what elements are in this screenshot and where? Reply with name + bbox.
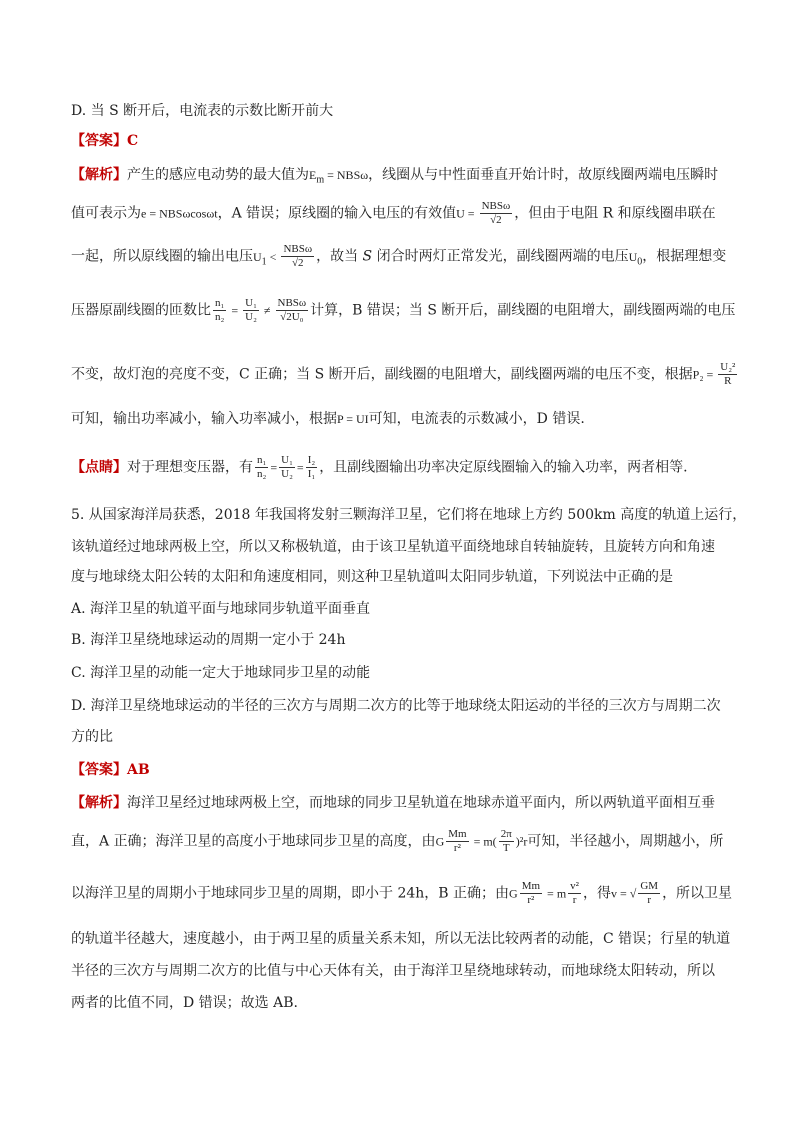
text: 闭合时两灯正常发光，副线圈两端的电压 bbox=[372, 248, 629, 265]
formula: G bbox=[435, 834, 445, 849]
formula: v = √ bbox=[610, 886, 637, 901]
text: 一起，所以原线圈的输出电压 bbox=[71, 248, 253, 265]
analysis-tag: 【解析】 bbox=[71, 795, 127, 811]
q4-analysis-line-3 bbox=[71, 243, 726, 272]
formula: U = bbox=[456, 206, 478, 221]
tip-tag: 【点睛】 bbox=[71, 459, 127, 476]
text: 计算，B 错误；当 S 断开后，副线圈的电阻增大，副线圈两端的电压 bbox=[310, 302, 736, 319]
q4-analysis-line-5 bbox=[71, 361, 739, 388]
text: 对于理想变压器，有 bbox=[127, 459, 253, 476]
fraction: $\frac{\text{n₁}}{\text{n₂}}$ bbox=[215, 297, 225, 323]
answer-value: C bbox=[127, 133, 139, 149]
fraction: $\frac{\text{NBSω}}{\text{√2U₀}}$ bbox=[277, 297, 307, 323]
formula: = m bbox=[544, 886, 567, 901]
fraction: $\frac{2\pi}{T}$ bbox=[500, 828, 512, 854]
q4-tip: 【点睛】对于理想变压器，有 $\frac{\text{n₁}}{\text{n₂}}$ = $\frac{\text{U₁}}{\text{U₂}}$ = $\frac{\text{I₂}}{\text{I₁}}$ ，且副线圈输出功率决定原线圈输入的输入功率，两者相等. bbox=[71, 454, 688, 480]
text: 海洋卫星经过地球两极上空，而地球的同步卫星轨道在地球赤道平面内，所以两轨道平面相互垂 bbox=[127, 795, 715, 811]
formula: )²r bbox=[515, 834, 528, 849]
text: 产生的感应电动势的最大值为 bbox=[127, 167, 309, 183]
answer-tag: 【答案】 bbox=[71, 133, 127, 149]
formula: ≠ bbox=[260, 303, 274, 318]
fraction: $\frac{Mm}{\text{r²}}$ bbox=[448, 828, 467, 854]
formula: = bbox=[228, 303, 242, 318]
q4-answer bbox=[71, 131, 138, 151]
formula: $U_1$ < bbox=[253, 249, 280, 267]
text: 值可表示为 bbox=[71, 205, 141, 222]
q5-answer bbox=[71, 760, 150, 780]
text: 可知，输出功率减小，输入功率减小，根据 bbox=[71, 411, 337, 427]
q5-option-a: A. 海洋卫星的轨道平面与地球同步轨道平面垂直 bbox=[71, 601, 371, 617]
text: ，线圈从与中性面垂直开始计时，故原线圈两端电压瞬时 bbox=[368, 167, 719, 183]
q4-analysis-line-2 bbox=[71, 200, 716, 227]
q5-stem-line-2: 该轨道经过地球两极上空，所以又称极轨道，由于该卫星轨道平面绕地球自转轴旋转，且旋转方向和角速 bbox=[71, 539, 715, 555]
q4-analysis-line-4 bbox=[71, 297, 735, 324]
q4-analysis-line-1 bbox=[71, 165, 718, 190]
formula: P = UI bbox=[337, 412, 369, 426]
q5-option-d-cont: 方的比 bbox=[71, 729, 113, 745]
analysis-tag: 【解析】 bbox=[71, 167, 127, 183]
text: ，故当 bbox=[316, 248, 363, 265]
q5-analysis-line-5: 半径的三次方与周期二次方的比值与中心天体有关，由于海洋卫星绕地球转动，而地球绕太阳转动，所以 bbox=[71, 963, 715, 979]
text: S bbox=[362, 248, 373, 265]
fraction: $\frac{\text{v²}}{r}$ bbox=[570, 880, 579, 906]
fraction: $\frac{\text{n₁}}{\text{n₂}}$ bbox=[257, 454, 267, 480]
fraction: $\frac{\text{NBSω}}{√2}$ bbox=[481, 200, 511, 226]
formula: e = NBSωcosωt bbox=[141, 206, 218, 221]
answer-value: AB bbox=[127, 762, 150, 778]
fraction: $\frac{\text{U₁}}{\text{U₂}}$ bbox=[281, 454, 293, 480]
formula: = m( bbox=[470, 834, 497, 849]
text: ，得 bbox=[582, 885, 611, 902]
text: ，且副线圈输出功率决定原线圈输入的输入功率，两者相等. bbox=[319, 459, 688, 476]
formula: $E_m = NBS\omega$ bbox=[309, 168, 369, 186]
fraction: $\frac{GM}{r}$ bbox=[640, 880, 659, 906]
q4-analysis-line-6 bbox=[71, 409, 585, 429]
fraction: $\frac{\text{I₂}}{\text{I₁}}$ bbox=[307, 454, 316, 480]
text: 压器原副线圈的匝数比 bbox=[71, 302, 211, 319]
q5-analysis-line-6: 两者的比值不同，D 错误；故选 AB. bbox=[71, 995, 298, 1011]
q5-stem-line-1: 5. 从国家海洋局获悉，2018 年我国将发射三颗海洋卫星，它们将在地球上方约 500km 高度的轨道上运行， bbox=[71, 507, 747, 523]
answer-tag: 【答案】 bbox=[71, 762, 127, 778]
q5-option-b: B. 海洋卫星绕地球运动的周期一定小于 24h bbox=[71, 632, 346, 648]
text: 可知，电流表的示数减小，D 错误. bbox=[368, 411, 585, 427]
q5-analysis-line-1 bbox=[71, 793, 715, 813]
text: 以海洋卫星的周期小于地球同步卫星的周期，即小于 24h，B 正确；由 bbox=[71, 885, 510, 902]
formula: P₂ = bbox=[692, 367, 717, 382]
q5-analysis-line-3 bbox=[71, 880, 732, 907]
text: ，根据理想变 bbox=[642, 248, 727, 265]
fraction: $\frac{\text{U₂²}}{R}$ bbox=[720, 361, 736, 387]
text: ，但由于电阻 R 和原线圈串联在 bbox=[514, 205, 716, 222]
text: ，所以卫星 bbox=[662, 885, 733, 902]
formula: G bbox=[509, 886, 518, 901]
q5-option-c: C. 海洋卫星的动能一定大于地球同步卫星的动能 bbox=[71, 665, 371, 681]
text: ，A 错误；原线圈的输入电压的有效值 bbox=[217, 205, 457, 222]
fraction: $\frac{\text{NBSω}}{√2}$ bbox=[283, 243, 313, 269]
q5-analysis-line-4: 的轨道半径越大，速度越小，由于两卫星的质量关系未知，所以无法比较两者的动能，C 错误；行星的轨道 bbox=[71, 931, 731, 947]
q5-analysis-line-2 bbox=[71, 828, 723, 855]
q5-option-d: D. 海洋卫星绕地球运动的半径的三次方与周期二次方的比等于地球绕太阳运动的半径的三次方与周期二次 bbox=[71, 698, 721, 714]
text: 可知，半径越小，周期越小，所 bbox=[527, 833, 724, 850]
text: 直，A 正确；海洋卫星的高度小于地球同步卫星的高度，由 bbox=[71, 833, 436, 850]
fraction: $\frac{Mm}{\text{r²}}$ bbox=[521, 880, 541, 906]
q5-stem-line-3: 度与地球绕太阳公转的太阳和角速度相同，则这种卫星轨道叫太阳同步轨道，下列说法中正确的是 bbox=[71, 569, 673, 585]
q4-option-d: D. 当 S 断开后，电流表的示数比断开前大 bbox=[71, 103, 334, 119]
formula: $U_0$ bbox=[628, 249, 643, 267]
fraction: $\frac{\text{U₁}}{\text{U₂}}$ bbox=[245, 297, 257, 323]
text: 不变，故灯泡的亮度不变，C 正确；当 S 断开后，副线圈的电阻增大，副线圈两端的电压不变，根据 bbox=[71, 366, 693, 383]
